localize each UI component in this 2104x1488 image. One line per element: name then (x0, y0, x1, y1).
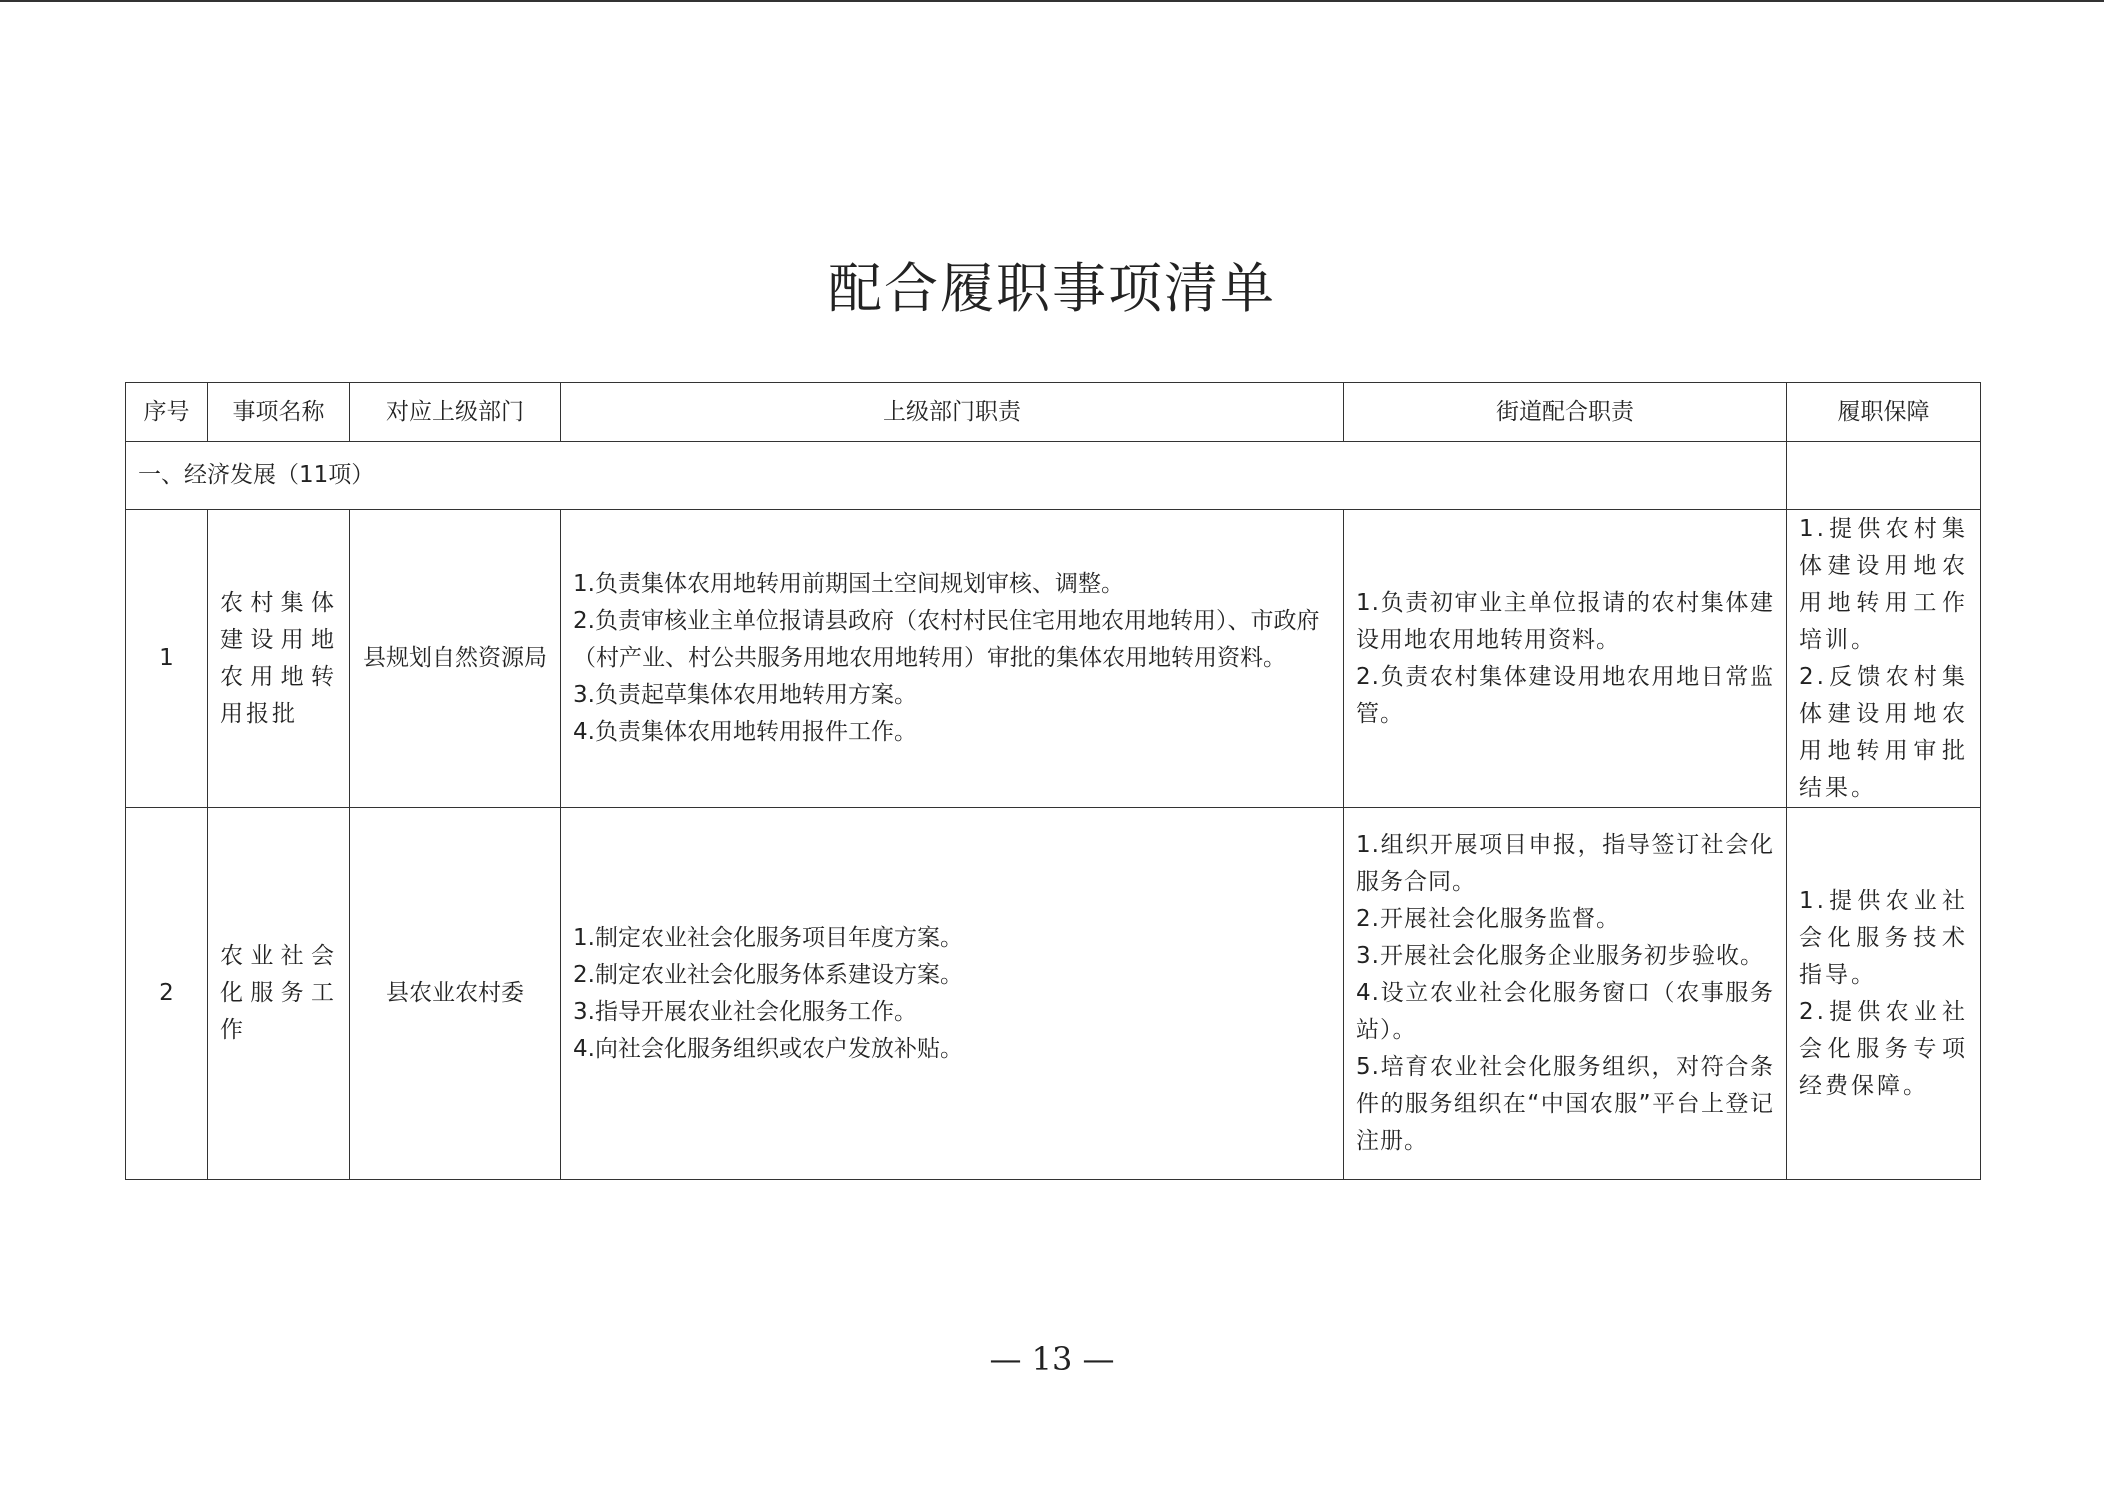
street-item: 2.开展社会化服务监督。 (1356, 906, 1620, 932)
row-street (1344, 808, 1787, 1180)
duties-table (125, 382, 1981, 1180)
duty-item: 4.负责集体农用地转用报件工作。 (573, 719, 917, 745)
row-guarantee (1787, 808, 1981, 1180)
header-street: 街道配合职责 (1344, 383, 1787, 442)
street-item: 4.设立农业社会化服务窗口（农事服务站）。 (1356, 980, 1774, 1043)
row-dept: 县规划自然资源局 (350, 510, 561, 808)
header-dept: 对应上级部门 (350, 383, 561, 442)
header-guarantee: 履职保障 (1787, 383, 1981, 442)
guarantee-item: 1.提供农业社会化服务技术指导。 (1799, 887, 1968, 988)
duty-item: 1.负责集体农用地转用前期国土空间规划审核、调整。 (573, 571, 1124, 597)
street-item: 5.培育农业社会化服务组织，对符合条件的服务组织在“中国农服”平台上登记注册。 (1356, 1054, 1774, 1154)
duty-item: 1.制定农业社会化服务项目年度方案。 (573, 924, 963, 951)
duty-item: 3.指导开展农业社会化服务工作。 (573, 998, 917, 1025)
row-street (1344, 510, 1787, 808)
guarantee-item: 1.提供农村集体建设用地农用地转用工作培训。 (1799, 515, 1968, 653)
street-item: 1.负责初审业主单位报请的农村集体建设用地农用地转用资料。 (1356, 589, 1774, 653)
page-top-border (0, 0, 2104, 2)
table-row (126, 808, 1981, 1180)
header-duties: 上级部门职责 (561, 383, 1344, 442)
guarantee-item: 2.反馈农村集体建设用地农用地转用审批结果。 (1799, 663, 1968, 801)
header-no: 序号 (126, 383, 208, 442)
guarantee-item: 2.提供农业社会化服务专项经费保障。 (1799, 998, 1968, 1099)
header-name: 事项名称 (208, 383, 350, 442)
section-title: 一、经济发展（11项） (126, 442, 1787, 510)
duty-item: 3.负责起草集体农用地转用方案。 (573, 682, 917, 708)
row-dept: 县农业农村委 (350, 808, 561, 1180)
row-no: 2 (126, 808, 208, 1180)
page-title: 配合履职事项清单 (828, 257, 1276, 320)
page-number: — 13 — (989, 1340, 1115, 1378)
street-item: 3.开展社会化服务企业服务初步验收。 (1356, 943, 1764, 969)
duty-item: 2.制定农业社会化服务体系建设方案。 (573, 961, 963, 988)
row-duties (561, 808, 1344, 1180)
row-no: 1 (126, 510, 208, 808)
row-name: 农村集体建设用地农用地转用报批 (208, 510, 350, 808)
row-name: 农业社会化服务工作 (208, 808, 350, 1180)
table-header-row (126, 383, 1981, 442)
street-item: 2.负责农村集体建设用地农用地日常监管。 (1356, 663, 1774, 727)
street-item: 1.组织开展项目申报，指导签订社会化服务合同。 (1356, 832, 1774, 895)
table-row (126, 510, 1981, 808)
duty-item: 4.向社会化服务组织或农户发放补贴。 (573, 1035, 963, 1062)
row-guarantee (1787, 510, 1981, 808)
section-row (126, 442, 1981, 510)
row-duties (561, 510, 1344, 808)
duty-item: 2.负责审核业主单位报请县政府（农村村民住宅用地农用地转用）、市政府（村产业、村公共服务用地农用地转用）审批的集体农用地转用资料。 (573, 608, 1320, 671)
section-empty-cell (1787, 442, 1981, 510)
